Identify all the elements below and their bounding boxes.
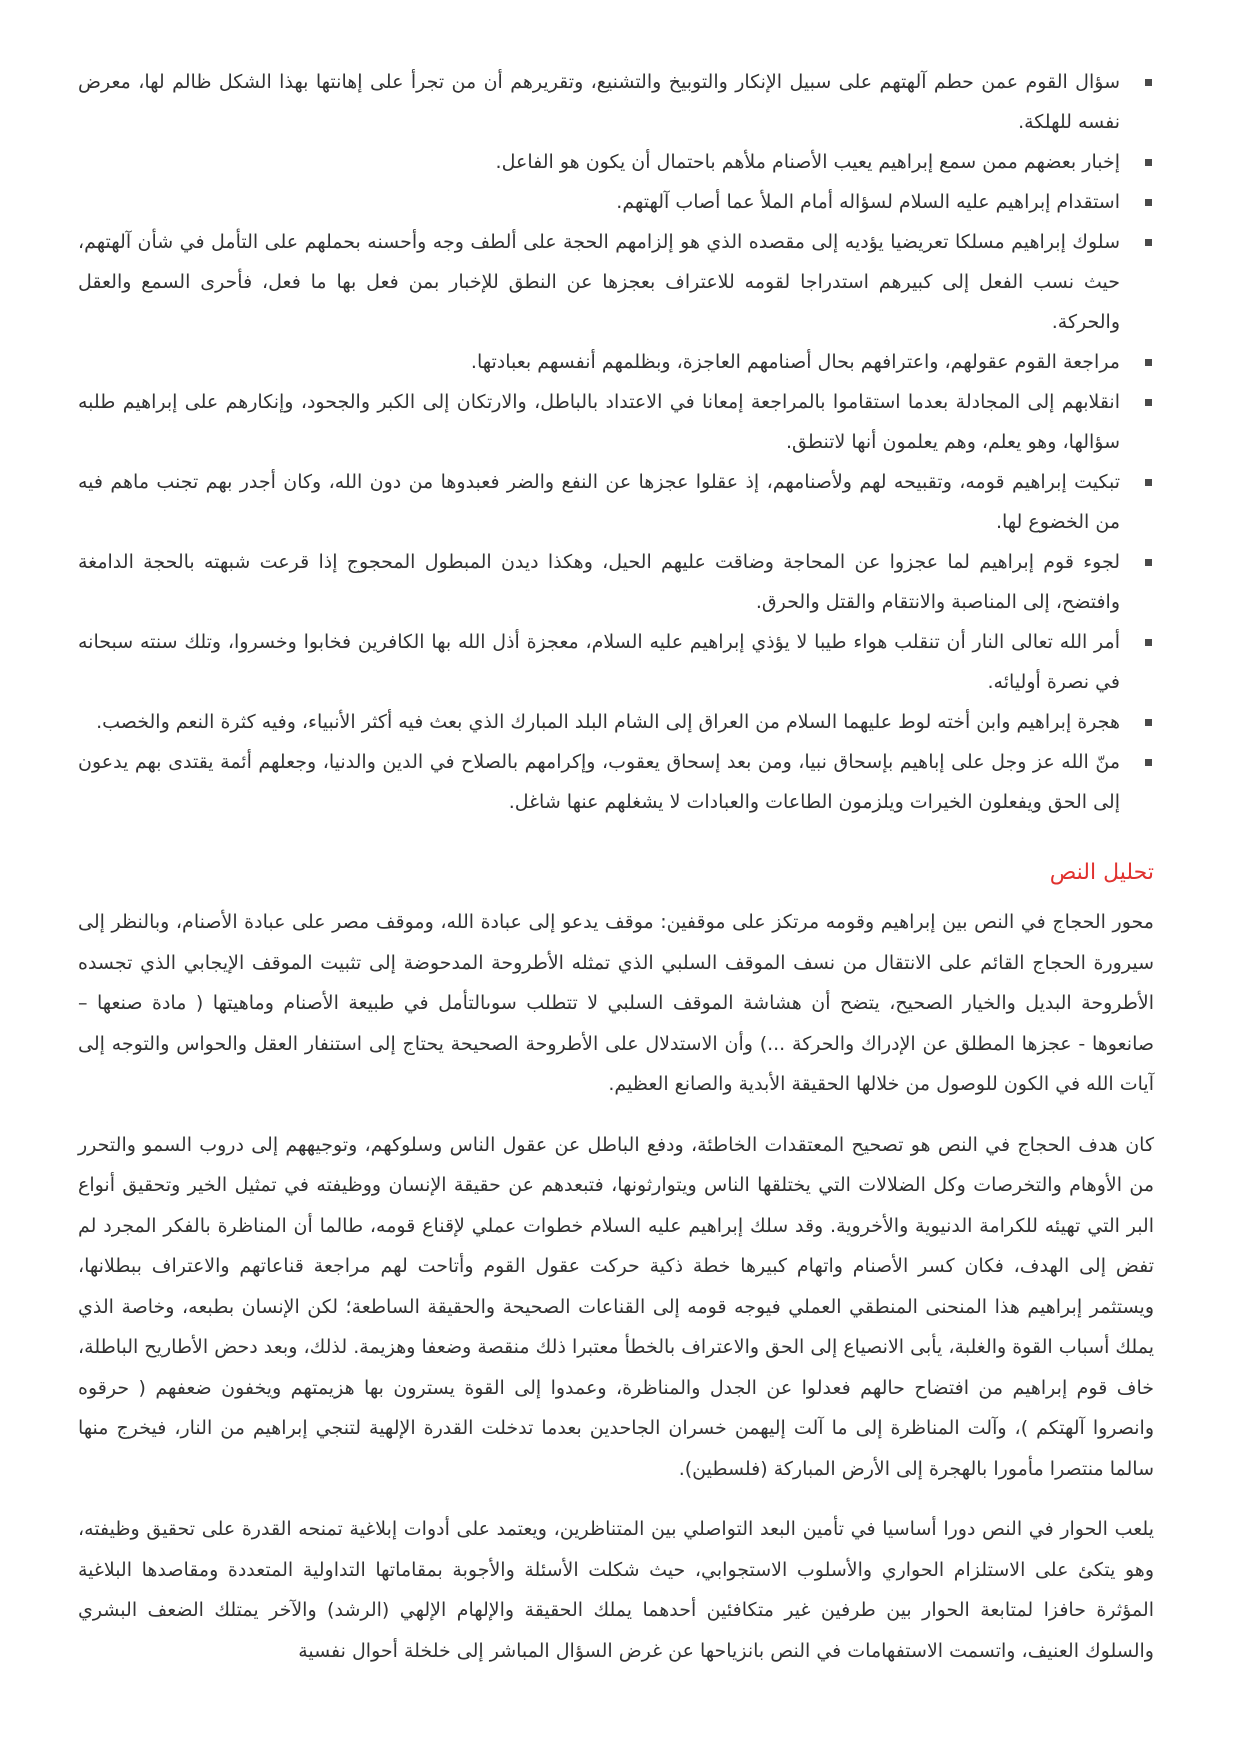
list-item — [78, 382, 1154, 462]
list-item — [78, 742, 1154, 822]
list-item-text: استقدام إبراهيم عليه السلام لسؤاله أمام الملأ عما أصاب آلهتهم. — [616, 191, 1120, 213]
list-item-text: إخبار بعضهم ممن سمع إبراهيم يعيب الأصنام ملأهم باحتمال أن يكون هو الفاعل. — [495, 151, 1120, 173]
list-item — [78, 542, 1154, 622]
list-item-text: مراجعة القوم عقولهم، واعترافهم بحال أصنامهم العاجزة، وبظلمهم أنفسهم بعبادتها. — [470, 351, 1120, 373]
square-bullet-icon — [1145, 359, 1152, 366]
list-item-text: سؤال القوم عمن حطم آلهتهم على سبيل الإنكار والتوبيخ والتشنيع، وتقريرهم أن من تجرأ على إهانتها بهذا الشكل ظالم لها، معرض نفسه للهلكة. — [78, 71, 1120, 133]
list-item-text: منّ الله عز وجل على إباهيم بإسحاق نبيا، ومن بعد إسحاق يعقوب، وإكرامهم بالصلاح في الدين والدنيا، وجعلهم أئمة يقتدى بهم يدعون إلى الحق ويفعلون الخيرات ويلزمون الطاعات والعبادات لا يشغلهم عنها شاغل. — [78, 751, 1120, 813]
square-bullet-icon — [1145, 479, 1152, 486]
square-bullet-icon — [1145, 719, 1152, 726]
list-item — [78, 622, 1154, 702]
paragraph: كان هدف الحجاج في النص هو تصحيح المعتقدات الخاطئة، ودفع الباطل عن عقول الناس وسلوكهم، وتوجيههم إلى دروب السمو والتحرر من الأوهام والتخرصات وكل الضلالات التي يختلقها الناس ويتوارثونها، فتبعدهم عن حقيقة الإنسان ووظيفته في تمثيل الخير وتحقيق أنواع البر التي تهيئه للكرامة الدنيوية والأخروية. وقد سلك إبراهيم عليه السلام خطوات عملي لإقناع قومه، طالما أن المناظرة بالفكر المجرد لم تفض إلى الهدف، فكان كسر الأصنام واتهام كبيرها خطة ذكية حركت عقول القوم وأتاحت لهم مراجعة قناعاتهم والاعتراف ببطلانها، ويستثمر إبراهيم هذا المنحنى المنطقي العملي فيوجه قومه إلى القناعات الصحيحة والحقيقة الساطعة؛ لكن الإنسان بطبعه، وخاصة الذي يملك أسباب القوة والغلبة، يأبى الانصياع إلى الحق والاعتراف بالخطأ معتبرا ذلك منقصة وضعفا وهزيمة. لذلك، وبعد دحض الأطاريح الباطلة، خاف قوم إبراهيم من افتضاح حالهم فعدلوا عن الجدل والمناظرة، وعمدوا إلى القوة يسترون بها هزيمتهم ويخفون ضعفهم ( حرقوه وانصروا آلهتكم )، وآلت المناظرة إلى ما آلت إليهمن خسران الجاحدين بعدما تدخلت القدرة الإلهية لتنجي إبراهيم من النار، فيخرج منها سالما منتصرا مأمورا بالهجرة إلى الأرض المباركة (فلسطين). — [78, 1133, 1154, 1480]
list-item — [78, 62, 1154, 142]
list-item-text: هجرة إبراهيم وابن أخته لوط عليهما السلام من العراق إلى الشام البلد المبارك الذي بعث فيه أكثر الأنبياء، وفيه كثرة النعم والخصب. — [96, 711, 1120, 733]
square-bullet-icon — [1145, 239, 1152, 246]
list-item-text: سلوك إبراهيم مسلكا تعريضيا يؤديه إلى مقصده الذي هو إلزامهم الحجة على ألطف وجه وأحسنه بحملهم على التأمل في شأن آلهتهم، حيث نسب الفعل إلى كبيرهم استدراجا لقومه للاعتراف بعجزها عن النطق للإخبار بمن فعل بها ما فعل، فأحرى السمع والعقل والحركة. — [78, 231, 1120, 333]
list-item — [78, 702, 1154, 742]
section-heading: تحليل النص — [1049, 860, 1154, 885]
bullet-list — [78, 62, 1154, 822]
list-item-text: أمر الله تعالى النار أن تنقلب هواء طيبا لا يؤذي إبراهيم عليه السلام، معجزة أذل الله بها الكافرين فخابوا وخسروا، وتلك سنته سبحانه في نصرة أوليائه. — [78, 631, 1120, 693]
list-item — [78, 142, 1154, 182]
list-item-text: تبكيت إبراهيم قومه، وتقبيحه لهم ولأصنامهم، إذ عقلوا عجزها عن النفع والضر فعبدوها من دون الله، وكان أجدر بهم تجنب ماهم فيه من الخضوع لها. — [78, 471, 1120, 533]
list-item — [78, 182, 1154, 222]
square-bullet-icon — [1145, 639, 1152, 646]
square-bullet-icon — [1145, 79, 1152, 86]
paragraph: يلعب الحوار في النص دورا أساسيا في تأمين البعد التواصلي بين المتناظرين، ويعتمد على أدوات إبلاغية تمنحه القدرة على تحقيق وظيفته، وهو يتكئ على الاستلزام الحواري والأسلوب الاستجوابي، حيث شكلت الأسئلة والأجوبة بمقاماتها التداولية المتعددة ومقاصدها البلاغية المؤثرة حافزا لمتابعة الحوار بين طرفين غير متكافئين أحدهما يملك الحقيقة والإلهام الإلهي (الرشد) والآخر يمتلك الضعف البشري والسلوك العنيف، واتسمت الاستفهامات في النص بانزياحها عن غرض السؤال المباشر إلى خلخلة أحوال نفسية — [78, 1518, 1154, 1662]
square-bullet-icon — [1145, 759, 1152, 766]
paragraph: محور الحجاج في النص بين إبراهيم وقومه مرتكز على موقفين: موقف يدعو إلى عبادة الله، وموقف مصر على عبادة الأصنام، وبالنظر إلى سيرورة الحجاج القائم على الانتقال من نسف الموقف السلبي الذي تمثله الأطروحة المدحوضة إلى تثبيت الموقف الإيجابي الذي تجسده الأطروحة البديل والخيار الصحيح، يتضح أن هشاشة الموقف السلبي لا تتطلب سوىالتأمل في طبيعة الأصنام وماهيتها ( مادة صنعها – صانعوها - عجزها المطلق عن الإدراك والحركة ...) وأن الاستدلال على الأطروحة الصحيحة يحتاج إلى استنفار العقل والحواس والتوجه إلى آيات الله في الكون للوصول من خلالها الحقيقة الأبدية والصانع العظيم. — [78, 911, 1154, 1095]
list-item-text: انقلابهم إلى المجادلة بعدما استقاموا بالمراجعة إمعانا في الاعتداد بالباطل، والارتكان إلى الكبر والجحود، وإنكارهم على إبراهيم طلبه سؤالها، وهو يعلم، وهم يعلمون أنها لاتنطق. — [78, 391, 1120, 453]
list-item-text: لجوء قوم إبراهيم لما عجزوا عن المحاجة وضاقت عليهم الحيل، وهكذا ديدن المبطول المحجوج إذا قرعت شبهته بالحجة الدامغة وافتضح، إلى المناصبة والانتقام والقتل والحرق. — [78, 551, 1120, 613]
square-bullet-icon — [1145, 399, 1152, 406]
list-item — [78, 462, 1154, 542]
square-bullet-icon — [1145, 199, 1152, 206]
square-bullet-icon — [1145, 559, 1152, 566]
square-bullet-icon — [1145, 159, 1152, 166]
list-item — [78, 342, 1154, 382]
list-item — [78, 222, 1154, 342]
